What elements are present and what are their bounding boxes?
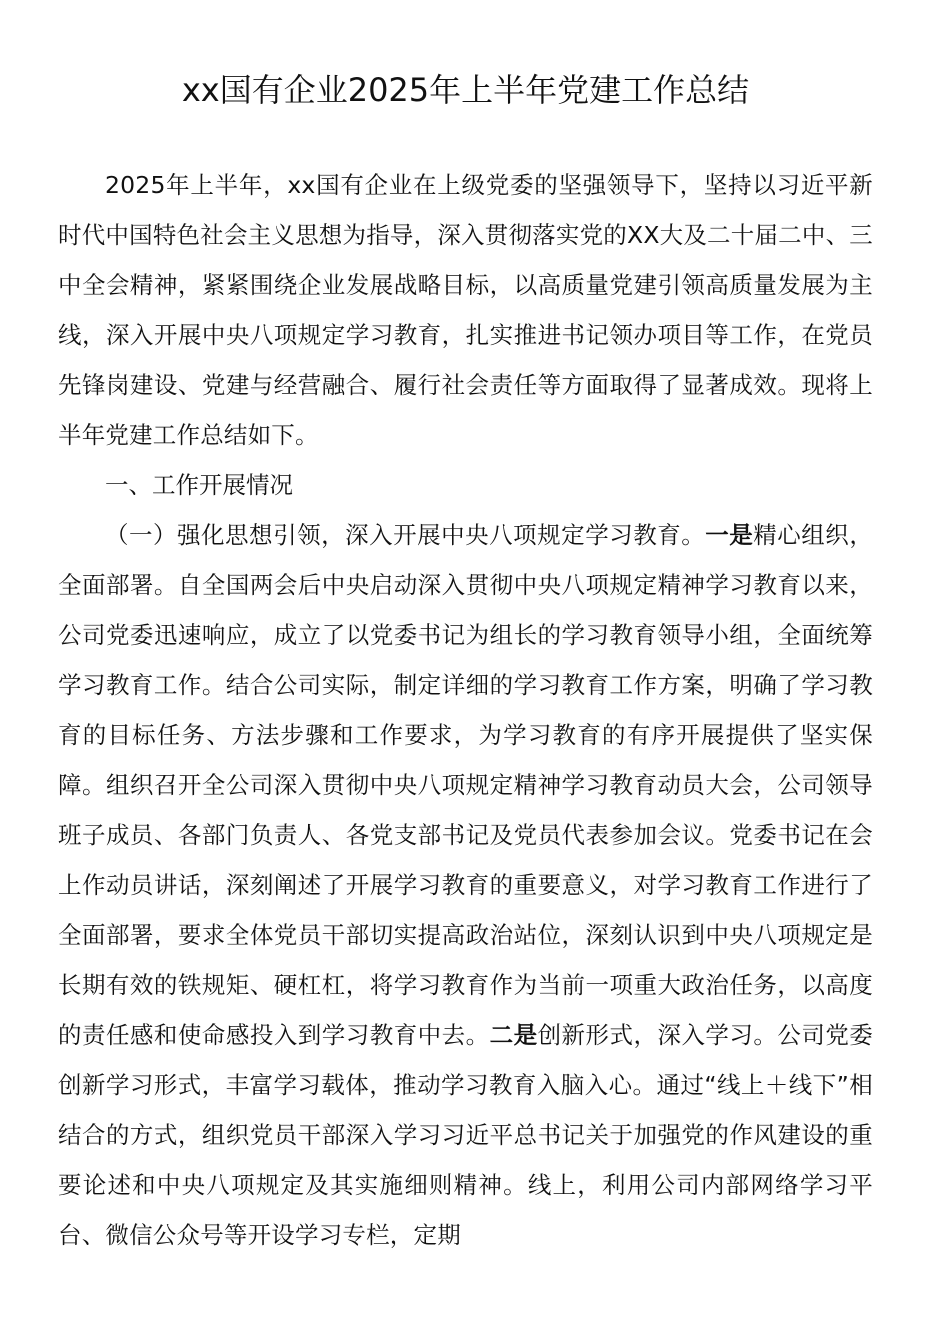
bold-lead-2: 二是 [489,1021,538,1049]
document-body [58,160,873,1260]
subsection-text-2: 创新形式，深入学习。公司党委创新学习形式，丰富学习载体，推动学习教育入脑入心。通过“线上＋线下”相结合的方式，组织党员干部深入学习习近平总书记关于加强党的作风建设的重要论述和中央八项规定及其实施细则精神。线上，利用公司内部网络学习平台、微信公众号等开设学习专栏，定期 [58,1021,873,1249]
intro-paragraph: 2025年上半年，xx国有企业在上级党委的坚强领导下，坚持以习近平新时代中国特色社会主义思想为指导，深入贯彻落实党的XX大及二十届二中、三中全会精神，紧紧围绕企业发展战略目标，以高质量党建引领高质量发展为主线，深入开展中央八项规定学习教育，扎实推进书记领办项目等工作，在党员先锋岗建设、党建与经营融合、履行社会责任等方面取得了显著成效。现将上半年党建工作总结如下。 [58,171,873,449]
subsection-paragraph [58,510,873,1260]
bold-lead-1: 一是 [705,521,754,549]
document-title: xx国有企业2025年上半年党建工作总结 [181,71,750,109]
section-heading: 一、工作开展情况 [105,471,293,499]
subsection-heading: （一）强化思想引领，深入开展中央八项规定学习教育。 [105,521,706,549]
subsection-text-1: 精心组织，全面部署。自全国两会后中央启动深入贯彻中央八项规定精神学习教育以来，公司党委迅速响应，成立了以党委书记为组长的学习教育领导小组，全面统筹学习教育工作。结合公司实际，制定详细的学习教育工作方案，明确了学习教育的目标任务、方法步骤和工作要求，为学习教育的有序开展提供了坚实保障。组织召开全公司深入贯彻中央八项规定精神学习教育动员大会，公司领导班子成员、各部门负责人、各党支部书记及党员代表参加会议。党委书记在会上作动员讲话，深刻阐述了开展学习教育的重要意义，对学习教育工作进行了全面部署，要求全体党员干部切实提高政治站位，深刻认识到中央八项规定是长期有效的铁规矩、硬杠杠，将学习教育作为当前一项重大政治任务，以高度的责任感和使命感投入到学习教育中去。 [58,521,874,1049]
